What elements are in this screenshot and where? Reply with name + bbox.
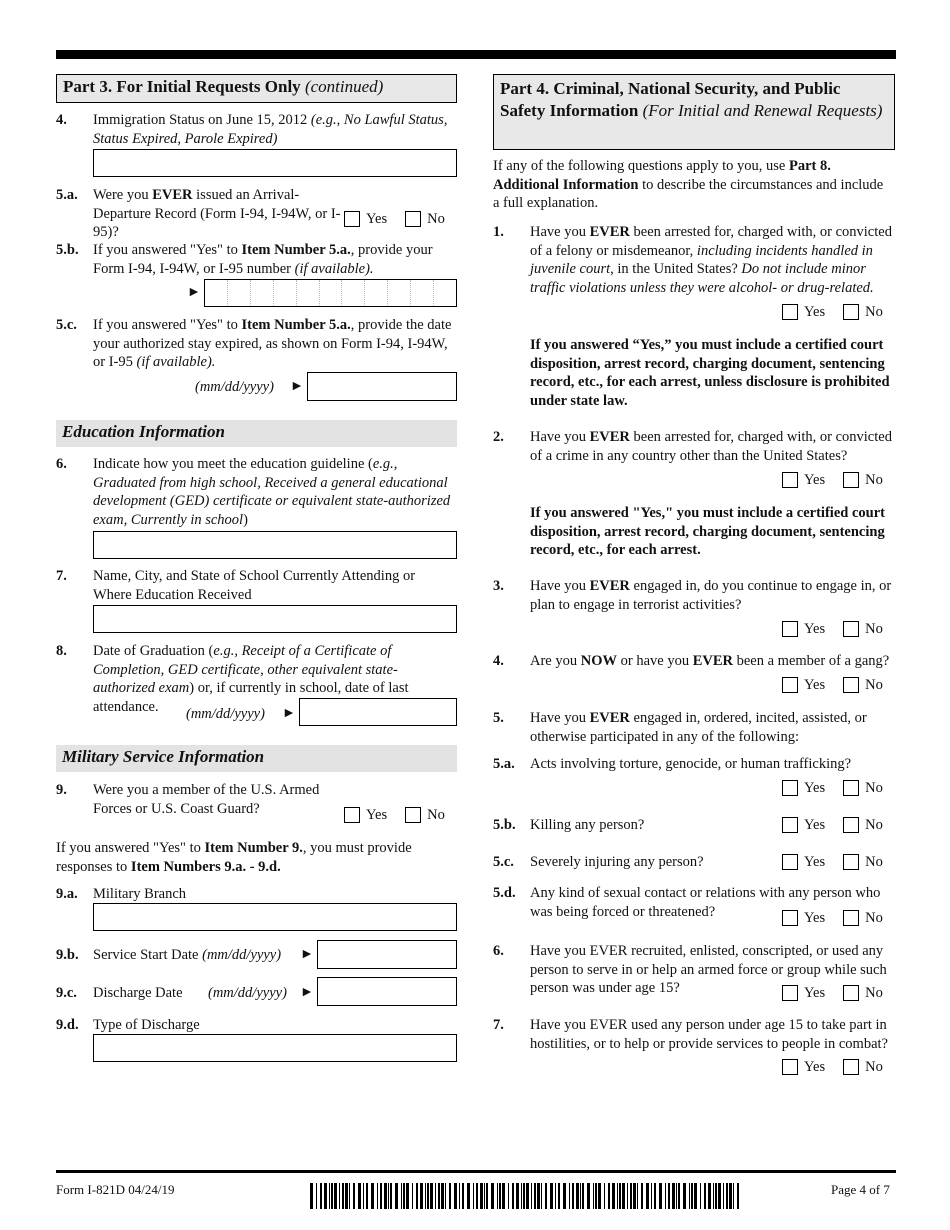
barcode-bar <box>491 1183 494 1209</box>
p4-q5a-yes-label: Yes <box>804 780 826 796</box>
q9-note-bold2: Item Numbers 9.a. - 9.d. <box>130 858 281 875</box>
p4-q3-number: 3. <box>493 578 504 594</box>
military-section-header: Military Service Information <box>56 745 457 772</box>
q5b-bold: Item Number 5.a. <box>241 242 351 258</box>
part4-header <box>493 74 895 150</box>
q5a-no-checkbox[interactable] <box>405 211 421 227</box>
q8-arrow-icon: ► <box>282 706 296 721</box>
military-branch-input[interactable] <box>93 903 457 931</box>
p4-q6-no-label: No <box>865 985 883 1001</box>
p4-q5c-no-label: No <box>865 854 883 870</box>
p4-q5-post: engaged in, ordered, incited, assisted, or otherwise participated in any of the following: <box>530 710 867 745</box>
barcode-bar <box>593 1183 594 1209</box>
barcode-bar <box>608 1183 610 1209</box>
q9-note-pre: If you answered "Yes" to <box>56 840 201 856</box>
q5a-label <box>93 186 343 242</box>
q9-note-bold1: Item Number 9. <box>204 840 303 856</box>
p4-q5a-label: Acts involving torture, genocide, or human trafficking? <box>530 756 852 772</box>
barcode-bar <box>612 1183 615 1209</box>
barcode-bar <box>363 1183 364 1209</box>
p4-q2-number: 2. <box>493 429 504 445</box>
barcode-bar <box>331 1183 333 1209</box>
p4-q5b-no-label: No <box>865 817 883 833</box>
barcode-bar <box>454 1183 457 1209</box>
p4-q3-post: engaged in, do you continue to engage in, or plan to engage in terrorist activities? <box>530 578 892 613</box>
part4-intro <box>493 157 893 213</box>
q9-yes-checkbox[interactable] <box>344 807 360 823</box>
q5c-arrow-icon: ► <box>290 379 304 394</box>
q5b-label <box>93 241 457 278</box>
p4-q1-mid2: , in the United States? <box>610 261 738 277</box>
q9c-arrow-icon: ► <box>300 985 314 1000</box>
p4-q2-yes-label: Yes <box>804 472 826 488</box>
barcode-bar <box>425 1183 426 1209</box>
barcode-bar <box>646 1183 649 1209</box>
barcode-bar <box>310 1183 313 1209</box>
q9d-label: Type of Discharge <box>93 1017 200 1033</box>
barcode-bar <box>654 1183 656 1209</box>
part4-intro-bold: Part 8. Additional Information <box>493 158 831 193</box>
q5b-post: , provide your Form I-94, I-94W, or I-95 number <box>93 242 433 277</box>
q9d-number: 9.d. <box>56 1017 79 1033</box>
discharge-date-input[interactable] <box>317 977 457 1006</box>
p4-q5a-no-checkbox[interactable] <box>843 780 859 796</box>
part3-header <box>56 74 457 103</box>
q5c-post: , provide the date your authorized stay expired, as shown on Form I-94, I-94W, or I-95 <box>93 317 452 370</box>
barcode-bar <box>587 1183 590 1209</box>
q5a-no-label: No <box>427 211 445 227</box>
p4-q6-yes-label: Yes <box>804 985 826 1001</box>
p4-q1-italic1: including incidents handled in juvenile court <box>530 242 873 277</box>
barcode-bar <box>563 1183 566 1209</box>
p4-q5d-yes-no <box>782 909 883 928</box>
p4-q5c-number: 5.c. <box>493 854 514 870</box>
barcode-bar <box>737 1183 739 1209</box>
barcode-bar <box>390 1183 392 1209</box>
p4-q1-italic2: Do not include minor traffic violations unless they were alcohol- or drug-related. <box>530 261 874 296</box>
q6-hint: e.g., Graduated from high school, Received a general educational development (GED) certificate or equivalent state-authorized exam, Currently in school <box>93 456 451 528</box>
p4-q4-post: been a member of a gang? <box>736 653 890 669</box>
q9b-text: Service Start Date <box>93 947 199 963</box>
barcode-bar <box>582 1183 584 1209</box>
barcode-bar <box>366 1183 368 1209</box>
school-name-input[interactable] <box>93 605 457 633</box>
p4-q5-label <box>530 709 892 746</box>
q5b-pre: If you answered "Yes" to <box>93 242 238 258</box>
p4-q7-label: Have you EVER used any person under age 15 to take part in hostilities, or to help or provide services to people in combat? <box>530 1017 888 1052</box>
barcode-bar <box>334 1183 337 1209</box>
barcode-bar <box>353 1183 355 1209</box>
barcode-bar <box>531 1183 532 1209</box>
page-number: Page 4 of 7 <box>831 1182 890 1197</box>
p4-q5a-yes-checkbox[interactable] <box>782 780 798 796</box>
q9-note-mid: , you must provide responses to <box>56 840 412 875</box>
barcode-bar <box>388 1183 389 1209</box>
p4-q5b-yes-label: Yes <box>804 817 826 833</box>
barcode-bar <box>480 1183 483 1209</box>
barcode-bar <box>572 1183 574 1209</box>
form-id: Form I-821D 04/24/19 <box>56 1182 175 1197</box>
barcode-bar <box>416 1183 418 1209</box>
barcode-bar <box>630 1183 632 1209</box>
p4-q5b-number: 5.b. <box>493 817 516 833</box>
q9b-number: 9.b. <box>56 947 79 963</box>
barcode-bar <box>445 1183 446 1209</box>
barcode-bar <box>733 1183 734 1209</box>
barcode-bar <box>689 1183 690 1209</box>
barcode-bar <box>715 1183 717 1209</box>
barcode-bar <box>526 1183 529 1209</box>
barcode-bar <box>345 1183 348 1209</box>
q9a-number: 9.a. <box>56 886 78 902</box>
p4-q5d-no-label: No <box>865 910 883 926</box>
p4-q1-no-label: No <box>865 304 883 320</box>
q9b-label <box>93 946 281 965</box>
q8-date-hint: (mm/dd/yyyy) <box>186 706 265 722</box>
p4-q7-number: 7. <box>493 1017 504 1033</box>
barcode-bar <box>694 1183 697 1209</box>
barcode-bar <box>467 1183 470 1209</box>
p4-q5b-no-checkbox[interactable] <box>843 817 859 833</box>
p4-q4-no-checkbox[interactable] <box>843 677 859 693</box>
p4-q6-number: 6. <box>493 943 504 959</box>
stay-expired-date-input[interactable] <box>307 372 457 401</box>
barcode-bar <box>473 1183 474 1209</box>
p4-q2-bold: EVER <box>589 429 630 445</box>
barcode-bar <box>651 1183 652 1209</box>
p4-q7-no-label: No <box>865 1059 883 1075</box>
q9a-label: Military Branch <box>93 886 187 902</box>
p4-q6-no-checkbox[interactable] <box>843 985 859 1001</box>
p4-q5c-yes-checkbox[interactable] <box>782 854 798 870</box>
barcode-bar <box>523 1183 525 1209</box>
barcode-bar <box>541 1183 542 1209</box>
barcode-bar <box>604 1183 605 1209</box>
barcode-bar <box>459 1183 460 1209</box>
p4-q2-post: been arrested for, charged with, or convicted of a crime in any country other than the United States? <box>530 429 892 464</box>
barcode-bar <box>576 1183 579 1209</box>
barcode-bar <box>726 1183 728 1209</box>
q9-yes-label: Yes <box>366 807 388 823</box>
p4-q4-bold1: NOW <box>580 653 617 669</box>
p4-q7-yes-label: Yes <box>804 1059 826 1075</box>
p4-q1-yes-checkbox[interactable] <box>782 304 798 320</box>
barcode-bar <box>569 1183 570 1209</box>
barcode <box>310 1183 744 1209</box>
p4-q6-yes-checkbox[interactable] <box>782 985 798 1001</box>
i94-number-input[interactable] <box>204 279 457 307</box>
barcode-bar <box>449 1183 451 1209</box>
p4-q5b-yes-checkbox[interactable] <box>782 817 798 833</box>
barcode-bar <box>555 1183 556 1209</box>
q9-label: Were you a member of the U.S. Armed Forces or U.S. Coast Guard? <box>93 782 320 817</box>
barcode-bar <box>598 1183 601 1209</box>
p4-q4-number: 4. <box>493 653 504 669</box>
p4-q4-bold2: EVER <box>692 653 733 669</box>
p4-q5-pre: Have you <box>530 710 586 726</box>
p4-q2-pre: Have you <box>530 429 586 445</box>
q6-post: ) <box>243 511 248 528</box>
q8-pre: Date of Graduation ( <box>93 643 214 659</box>
p4-q7-yes-no <box>782 1058 883 1077</box>
barcode-bar <box>558 1183 560 1209</box>
barcode-bar <box>678 1183 680 1209</box>
barcode-bar <box>377 1183 378 1209</box>
p4-q3-yes-label: Yes <box>804 621 826 637</box>
barcode-bar <box>349 1183 350 1209</box>
q5b-hint: (if available). <box>294 260 374 277</box>
barcode-bar <box>406 1183 409 1209</box>
p4-q2-no-label: No <box>865 472 883 488</box>
top-rule <box>56 50 896 59</box>
barcode-bar <box>476 1183 478 1209</box>
q4-number: 4. <box>56 112 67 128</box>
p4-q5a-no-label: No <box>865 780 883 796</box>
q9-no-label: No <box>427 807 445 823</box>
p4-q5c-no-checkbox[interactable] <box>843 854 859 870</box>
p4-q3-bold: EVER <box>589 578 630 594</box>
education-section-header: Education Information <box>56 420 457 447</box>
barcode-bar <box>704 1183 706 1209</box>
q5b-arrow-icon: ► <box>187 285 201 300</box>
q9c-label: Discharge Date <box>93 985 183 1001</box>
barcode-bar <box>708 1183 711 1209</box>
p4-q2-note: If you answered "Yes," you must include a certified court disposition, arrest record, charging document, sentencing record, etc., for each arrest. <box>530 505 885 558</box>
barcode-bar <box>550 1183 553 1209</box>
q6-pre: Indicate how you meet the education guideline ( <box>93 456 373 472</box>
p4-q4-mid: or have you <box>620 653 690 669</box>
barcode-bar <box>672 1183 675 1209</box>
barcode-bar <box>497 1183 498 1209</box>
q5a-bold: EVER <box>152 187 193 203</box>
q5c-pre: If you answered "Yes" to <box>93 317 238 333</box>
p4-q5d-label: Any kind of sexual contact or relations with any person who was being forced or threatened? <box>530 885 881 920</box>
p4-q1-mid: been arrested for, charged with, or convicted of a felony or misdemeanor, <box>530 224 892 259</box>
q7-number: 7. <box>56 568 67 584</box>
q9-no-checkbox[interactable] <box>405 807 421 823</box>
q6-number: 6. <box>56 456 67 472</box>
part4-intro-post: to describe the circumstances and include a full explanation. <box>493 176 884 211</box>
barcode-bar <box>427 1183 429 1209</box>
barcode-bar <box>512 1183 514 1209</box>
barcode-bar <box>595 1183 597 1209</box>
bottom-rule <box>56 1170 896 1173</box>
q9b-arrow-icon: ► <box>300 947 314 962</box>
barcode-bar <box>718 1183 721 1209</box>
barcode-bar <box>534 1183 536 1209</box>
q9-yes-no <box>344 806 445 825</box>
part3-header-continued: (continued) <box>304 77 384 96</box>
barcode-bar <box>403 1183 405 1209</box>
part3-header-title: Part 3. For Initial Requests Only <box>63 77 301 96</box>
p4-q5d-no-checkbox[interactable] <box>843 910 859 926</box>
barcode-bar <box>659 1183 662 1209</box>
p4-q3-no-label: No <box>865 621 883 637</box>
barcode-bar <box>641 1183 643 1209</box>
p4-q5b-yes-no <box>782 816 883 835</box>
q5c-hint: (if available). <box>136 354 216 370</box>
p4-q4-pre: Are you <box>530 653 578 669</box>
i94-number-cells <box>205 280 456 306</box>
education-guideline-input[interactable] <box>93 531 457 559</box>
q5c-number: 5.c. <box>56 317 77 333</box>
barcode-bar <box>502 1183 505 1209</box>
p4-q7-yes-checkbox[interactable] <box>782 1059 798 1075</box>
p4-q7-no-checkbox[interactable] <box>843 1059 859 1075</box>
barcode-bar <box>508 1183 509 1209</box>
barcode-bar <box>329 1183 330 1209</box>
barcode-bar <box>320 1183 322 1209</box>
p4-q1-yes-no <box>782 303 883 322</box>
p4-q5-number: 5. <box>493 710 504 726</box>
barcode-bar <box>462 1183 464 1209</box>
barcode-bar <box>438 1183 440 1209</box>
barcode-bar <box>537 1183 540 1209</box>
q9c-number: 9.c. <box>56 985 77 1001</box>
q5a-number: 5.a. <box>56 187 78 203</box>
p4-q5a-yes-no <box>782 779 883 798</box>
q5a-yes-checkbox[interactable] <box>344 211 360 227</box>
q4-text: Immigration Status on June 15, 2012 <box>93 112 308 128</box>
p4-q5b-label: Killing any person? <box>530 817 645 833</box>
barcode-bar <box>637 1183 638 1209</box>
barcode-bar <box>617 1183 618 1209</box>
barcode-bar <box>521 1183 522 1209</box>
p4-q6-yes-no <box>782 984 883 1003</box>
immigration-status-input[interactable] <box>93 149 457 177</box>
barcode-bar <box>486 1183 488 1209</box>
barcode-bar <box>622 1183 625 1209</box>
q8-number: 8. <box>56 643 67 659</box>
p4-q2-no-checkbox[interactable] <box>843 472 859 488</box>
q9-number: 9. <box>56 782 67 798</box>
barcode-bar <box>401 1183 402 1209</box>
discharge-type-input[interactable] <box>93 1034 457 1062</box>
p4-q5d-yes-checkbox[interactable] <box>782 910 798 926</box>
q5c-label <box>93 316 457 372</box>
barcode-bar <box>499 1183 501 1209</box>
barcode-bar <box>729 1183 732 1209</box>
p4-q2-yes-no <box>782 471 883 490</box>
q9c-hint: (mm/dd/yyyy) <box>208 985 287 1001</box>
barcode-bar <box>441 1183 444 1209</box>
q5b-number: 5.b. <box>56 242 79 258</box>
q5c-bold: Item Number 5.a. <box>241 317 351 333</box>
service-start-date-input[interactable] <box>317 940 457 969</box>
p4-q5c-yes-label: Yes <box>804 854 826 870</box>
barcode-bar <box>683 1183 686 1209</box>
q8-post: ) or, if currently in school, date of last attendance. <box>93 680 409 715</box>
p4-q4-yes-no <box>782 676 883 695</box>
p4-q3-yes-checkbox[interactable] <box>782 621 798 637</box>
graduation-date-input[interactable] <box>299 698 457 726</box>
part4-header-title: Part 4. Criminal, National Security, and Public Safety Information <box>500 79 841 120</box>
barcode-bar <box>545 1183 547 1209</box>
p4-q3-pre: Have you <box>530 578 586 594</box>
barcode-bar <box>691 1183 693 1209</box>
q6-label <box>93 455 457 529</box>
barcode-bar <box>723 1183 724 1209</box>
p4-q1-no-checkbox[interactable] <box>843 304 859 320</box>
barcode-bar <box>633 1183 636 1209</box>
part4-intro-pre: If any of the following questions apply to you, use <box>493 158 786 174</box>
p4-q1-bold: EVER <box>589 224 630 240</box>
q5c-date-hint: (mm/dd/yyyy) <box>195 379 274 395</box>
barcode-bar <box>384 1183 387 1209</box>
barcode-bar <box>580 1183 581 1209</box>
q9-note <box>56 839 457 876</box>
p4-q1-yes-label: Yes <box>804 304 826 320</box>
barcode-bar <box>516 1183 519 1209</box>
barcode-bar <box>430 1183 433 1209</box>
barcode-bar <box>380 1183 382 1209</box>
p4-q3-yes-no <box>782 620 883 639</box>
barcode-bar <box>435 1183 436 1209</box>
barcode-bar <box>713 1183 714 1209</box>
p4-q5a-number: 5.a. <box>493 756 515 772</box>
q8-hint: e.g., Receipt of a Certificate of Completion, GED certificate, other equivalent state-authorized exam <box>93 643 398 696</box>
q7-label: Name, City, and State of School Currently Attending or Where Education Received <box>93 568 416 603</box>
p4-q2-label <box>530 428 892 465</box>
barcode-bar <box>619 1183 621 1209</box>
p4-q1-note: If you answered “Yes,” you must include a certified court disposition, arrest record, charging document, sentencing record, etc., for each arrest, unless disclosure is prohibited under state law. <box>530 337 890 409</box>
barcode-bar <box>316 1183 317 1209</box>
barcode-bar <box>395 1183 398 1209</box>
p4-q1-pre: Have you <box>530 224 586 240</box>
barcode-bar <box>676 1183 677 1209</box>
q5a-yes-label: Yes <box>366 211 388 227</box>
p4-q4-yes-label: Yes <box>804 677 826 693</box>
p4-q5d-yes-label: Yes <box>804 910 826 926</box>
q5a-yes-no <box>344 210 445 229</box>
barcode-bar <box>484 1183 485 1209</box>
q4-label <box>93 111 457 148</box>
p4-q5d-number: 5.d. <box>493 885 516 901</box>
barcode-bar <box>358 1183 361 1209</box>
barcode-bar <box>700 1183 701 1209</box>
p4-q5-bold: EVER <box>589 710 630 726</box>
p4-q4-label <box>530 652 892 671</box>
barcode-bar <box>339 1183 340 1209</box>
p4-q1-number: 1. <box>493 224 504 240</box>
barcode-bar <box>324 1183 327 1209</box>
barcode-bar <box>412 1183 413 1209</box>
q9b-hint: (mm/dd/yyyy) <box>202 947 282 963</box>
barcode-bar <box>371 1183 374 1209</box>
barcode-bar <box>627 1183 628 1209</box>
p4-q1-label <box>530 223 892 297</box>
p4-q4-yes-checkbox[interactable] <box>782 677 798 693</box>
q5a-post: issued an Arrival-Departure Record (Form I-94, I-94W, or I-95)? <box>93 187 341 240</box>
p4-q4-no-label: No <box>865 677 883 693</box>
p4-q5c-label: Severely injuring any person? <box>530 854 704 870</box>
p4-q5c-yes-no <box>782 853 883 872</box>
p4-q3-no-checkbox[interactable] <box>843 621 859 637</box>
barcode-bar <box>668 1183 670 1209</box>
barcode-bar <box>665 1183 666 1209</box>
barcode-bar <box>420 1183 423 1209</box>
p4-q2-yes-checkbox[interactable] <box>782 472 798 488</box>
q5a-pre: Were you <box>93 187 149 203</box>
part4-header-subtitle: (For Initial and Renewal Requests) <box>642 101 883 120</box>
p4-q6-label: Have you EVER recruited, enlisted, conscripted, or used any person to serve in or help an armed force or group while such person was under age 15? <box>530 943 887 996</box>
q4-hint: (e.g., No Lawful Status, Status Expired, Parole Expired) <box>93 112 448 147</box>
barcode-bar <box>342 1183 344 1209</box>
p4-q3-label <box>530 577 892 614</box>
